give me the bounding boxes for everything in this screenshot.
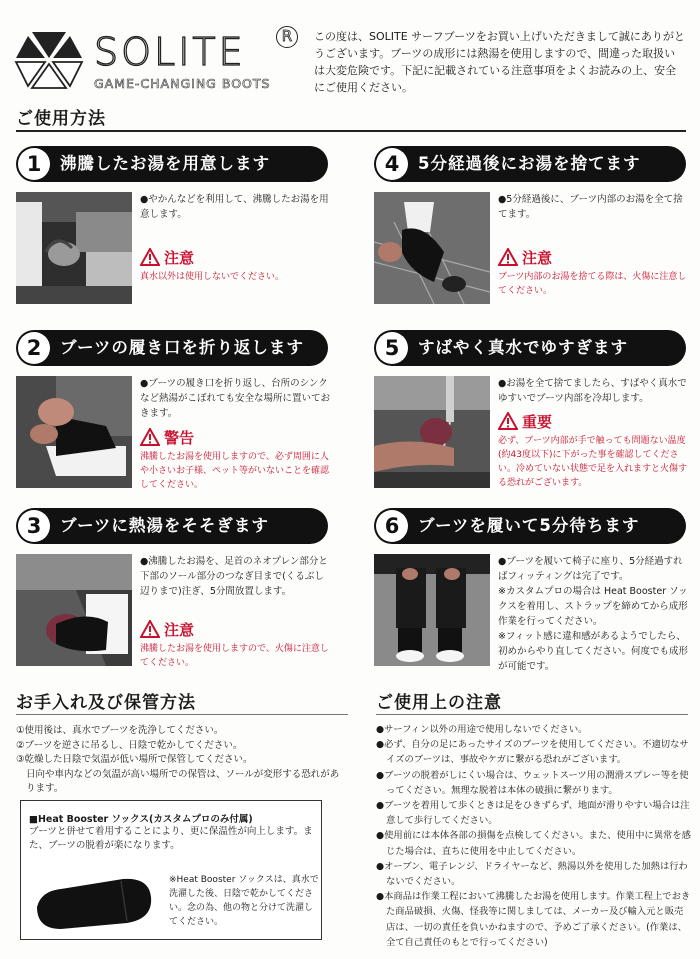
note-item: ●ブーツの脱着がしにくい場合は、ウェットスーツ用の潤滑スプレー等を使ってください。無理な脱着は本体の破損に繋がります。 — [376, 769, 689, 796]
step-header — [16, 508, 328, 544]
caution-block — [498, 246, 688, 298]
care-item: 日向や車内などの気温が高い場所での保管は、ソールが変形する恐れがあります。 — [26, 768, 340, 794]
care-item: ①使用後は、真水でブーツを洗浄してください。 — [16, 725, 224, 736]
step-2 — [16, 330, 331, 500]
step-6 — [374, 508, 689, 678]
intro-text: この度は、SOLITE サーフブーツをお買い上げいただきまして誠にありがとうございます。ブーツの成形には熱湯を使用しますので、間違った取扱いは大変危険です。下記に記載されている注意事項をよくお読みの上、安全にご使用ください。 — [314, 30, 685, 94]
care-item: ③乾燥した日陰で気温が低い場所で保管してください。 — [16, 754, 253, 765]
warning-block — [140, 426, 330, 492]
step-4 — [374, 146, 686, 316]
usage-divider — [16, 130, 686, 132]
step-title: ブーツの履き口を折り返します — [60, 338, 304, 357]
step-number: 1 — [18, 148, 50, 180]
note-item: ●使用前には本体各部の損傷を点検してください。また、使用中に異常を感じた場合は、直ちに使用を中止してください。 — [376, 830, 691, 857]
step-number: 6 — [376, 510, 408, 542]
sock-image — [31, 863, 157, 935]
caution-block — [140, 618, 330, 670]
heat-booster-body: ブーツと併せて着用することにより、更に保温性が向上します。また、ブーツの脱着が楽になります。 — [29, 826, 313, 851]
step-title: 5分経過後にお湯を捨てます — [418, 154, 641, 173]
care-list — [16, 724, 348, 797]
step-number: 4 — [376, 148, 408, 180]
caution-label: 警告 — [164, 428, 195, 447]
step-photo-drain — [374, 192, 490, 304]
caution-label: 重要 — [522, 412, 553, 431]
caution-text: ブーツ内部のお湯を捨てる際は、火傷に注意してください。 — [498, 272, 687, 296]
step-3 — [16, 508, 328, 678]
step-photo-fold-boot — [16, 376, 132, 488]
step-number: 2 — [18, 332, 50, 364]
caution-block — [140, 246, 330, 284]
note-item: ●オーブン、電子レンジ、ドライヤーなど、熱湯以外を使用した加熱は行わないでください。 — [376, 860, 688, 888]
heat-booster-box — [20, 800, 322, 940]
heat-booster-note: ※Heat Booster ソックスは、真水で洗濯した後、日陰で乾かしてください。念の為、他の物と分けて洗濯してください。 — [169, 875, 319, 927]
caution-text: 沸騰したお湯を使用しますので、火傷に注意してください。 — [140, 644, 329, 668]
step-photo-kettle — [16, 192, 132, 304]
step-5 — [374, 330, 686, 500]
heat-booster-title: ■Heat Booster ソックス(カスタムプロのみ付属) — [29, 814, 253, 825]
warning-triangle-icon — [140, 620, 160, 638]
notes-title: ご使用上の注意 — [376, 693, 502, 713]
note-item: ●ブーツを着用して歩くときは足をひきずらず、地面が滑りやすい場合は注意して歩行してください。 — [376, 800, 690, 827]
solite-hexagon-logo-icon — [14, 28, 84, 92]
step-1 — [16, 146, 328, 316]
step-title: 沸騰したお湯を用意します — [60, 154, 270, 173]
step-line: ●ブーツを履いて椅子に座り、5分経過すればフィッティングは完了です。 — [498, 556, 683, 582]
usage-title: ご使用方法 — [16, 109, 106, 129]
caution-text: 沸騰したお湯を使用しますので、必ず周囲に人や小さいお子様、ペット等がいないことを確認してください。 — [140, 452, 330, 490]
notes-divider — [376, 714, 688, 715]
warning-triangle-icon — [140, 428, 160, 446]
step-title: ブーツに熱湯をそそぎます — [60, 516, 269, 535]
step-number: 3 — [18, 510, 50, 542]
care-divider — [16, 714, 348, 715]
note-item: ●必ず、自分の足にあったサイズのブーツを使用してください。不適切なサイズのブーツは、事故やケガに繋がる恐れがございます。 — [376, 739, 689, 766]
brand-logo — [14, 26, 304, 96]
brand-tagline: GAME-CHANGING BOOTS — [94, 76, 271, 91]
step-description: ●お湯を全て捨てましたら、すばやく真水でゆすいでブーツ内部を冷却します。 — [498, 378, 687, 404]
step-number: 5 — [376, 332, 408, 364]
step-title: すばやく真水でゆすぎます — [418, 338, 628, 357]
step-description: ●5分経過後に、ブーツ内部のお湯を全て捨てます。 — [498, 194, 683, 220]
step-photo-wear-boots — [374, 554, 490, 666]
note-item: ●本商品は作業工程において沸騰したお湯を使用します。作業工程上でおきた商品破損、火傷、怪我等に関しましては、メーカー及び輸入元と販売店は、一切の責任を負いかねますので、予めご了承ください。(作業は、全て自己責任のもとで行ってください) — [376, 891, 691, 948]
step-photo-rinse — [374, 376, 490, 488]
warning-triangle-icon — [140, 248, 160, 266]
care-item: ②ブーツを逆さに吊るし、日陰で乾かしてください。 — [16, 739, 243, 751]
caution-label: 注意 — [164, 248, 195, 267]
notes-list — [376, 722, 692, 950]
brand-name: SOLITE — [94, 30, 246, 74]
step-description: ●沸騰したお湯を、足首のネオプレン部分と下部のソール部分のつなぎ目まで(くるぶし辺りまで)注ぎ、5分間放置します。 — [140, 556, 328, 597]
step-header — [374, 146, 686, 182]
caution-label: 注意 — [522, 248, 553, 267]
warning-triangle-icon — [498, 248, 518, 266]
step-description: ●やかんなどを利用して、沸騰したお湯を用意します。 — [140, 194, 329, 220]
step-description — [498, 554, 688, 674]
step-header — [374, 508, 686, 544]
step-header — [16, 330, 328, 366]
warning-triangle-icon — [498, 412, 518, 430]
step-header — [374, 330, 686, 366]
step-header — [16, 146, 328, 182]
caution-text: 真水以外は使用しないでください。 — [140, 272, 285, 282]
registered-mark: R — [276, 26, 298, 48]
step-line: ※カスタムプロの場合は Heat Booster ソックスを着用し、ストラップを締めてから成形作業を行ってください。 — [498, 586, 688, 627]
step-description: ●ブーツの履き口を折り返し、台所のシンクなど熱湯がこぼれても安全な場所に置いておきます。 — [140, 378, 331, 419]
step-line: ※フィット感に違和感があるようでしたら、初めからやり直してください。何度でも成形が可能です。 — [498, 631, 689, 672]
important-block — [498, 410, 688, 490]
caution-label: 注意 — [164, 620, 195, 639]
caution-text: 必ず、ブーツ内部が手で触っても問題ない温度(約43度以下)に下がった事を確認してください。冷めていない状態で足を入れますと火傷する恐れがございます。 — [498, 436, 688, 488]
step-title: ブーツを履いて5分待ちます — [418, 516, 640, 535]
note-item: ●サーフィン以外の用途で使用しないでください。 — [376, 724, 588, 735]
step-photo-pour-water — [16, 554, 132, 666]
care-title: お手入れ及び保管方法 — [16, 693, 196, 713]
